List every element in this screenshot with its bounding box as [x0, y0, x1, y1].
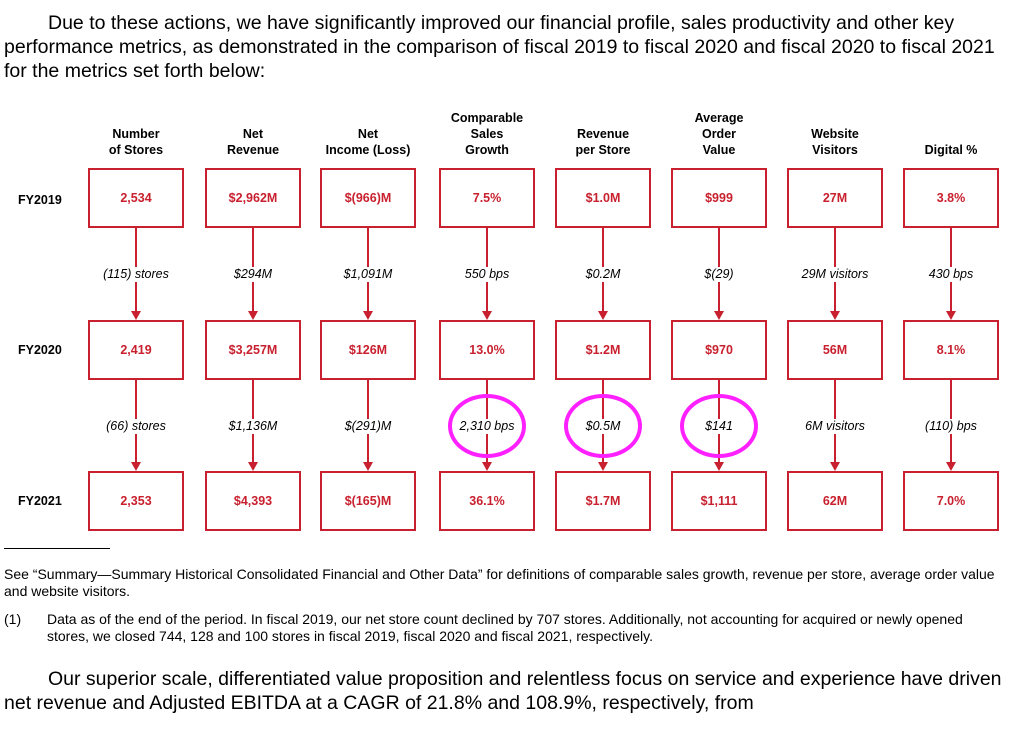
column-header: Website Visitors	[811, 127, 859, 157]
metric-box-fy2020: 13.0%	[439, 320, 535, 380]
metric-box-fy2020: 56M	[787, 320, 883, 380]
column-header: Net Income (Loss)	[325, 127, 411, 157]
change-label: $1,136M	[198, 419, 308, 434]
change-label: 430 bps	[896, 267, 1006, 282]
change-label: $0.2M	[548, 267, 658, 282]
footnote-1	[4, 611, 1005, 645]
metric-box-fy2021: 7.0%	[903, 471, 999, 531]
change-label: $1,091M	[313, 267, 423, 282]
metric-box-fy2020: $970	[671, 320, 767, 380]
row-label-fy2019: FY2019	[18, 193, 62, 207]
column-header: Comparable Sales Growth	[450, 111, 524, 157]
metric-box-fy2019: 7.5%	[439, 168, 535, 228]
metric-box-fy2020: $1.2M	[555, 320, 651, 380]
highlight-circle	[680, 394, 758, 458]
arrow-down-icon	[598, 311, 608, 320]
intro-paragraph-text: Due to these actions, we have significantly improved our financial profile, sales productivity and other key performance metrics, as demonstrated in the comparison of fiscal 2019 to fiscal 2020 and fiscal 2020 to fiscal 2021 for the metrics set forth below:	[4, 12, 995, 82]
highlight-circle	[564, 394, 642, 458]
metric-box-fy2020: $126M	[320, 320, 416, 380]
arrow-down-icon	[598, 462, 608, 471]
arrow-down-icon	[248, 462, 258, 471]
metric-box-fy2021: 62M	[787, 471, 883, 531]
arrow-down-icon	[131, 462, 141, 471]
change-label: (115) stores	[81, 267, 191, 282]
change-label: (110) bps	[896, 419, 1006, 434]
change-label: 550 bps	[432, 267, 542, 282]
metric-box-fy2019: $2,962M	[205, 168, 301, 228]
metric-box-fy2021: $1.7M	[555, 471, 651, 531]
metric-box-fy2019: $1.0M	[555, 168, 651, 228]
footnote-1-number: (1)	[4, 611, 22, 627]
metric-box-fy2021: 36.1%	[439, 471, 535, 531]
arrow-down-icon	[946, 311, 956, 320]
change-label: $0.5M	[548, 419, 658, 434]
arrow-down-icon	[482, 311, 492, 320]
metric-box-fy2021: 2,353	[88, 471, 184, 531]
metric-box-fy2019: $(966)M	[320, 168, 416, 228]
arrow-down-icon	[946, 462, 956, 471]
arrow-down-icon	[363, 311, 373, 320]
column-header: Digital %	[924, 143, 978, 157]
arrow-down-icon	[830, 311, 840, 320]
closing-paragraph-text: Our superior scale, differentiated value proposition and relentless focus on service and experience have driven net revenue and Adjusted EBITDA at a CAGR of 21.8% and 108.9%, respectively, from	[4, 668, 1002, 714]
closing-paragraph	[4, 667, 1019, 715]
metric-box-fy2021: $1,111	[671, 471, 767, 531]
arrow-down-icon	[248, 311, 258, 320]
change-label: $141	[664, 419, 774, 434]
metric-box-fy2020: 8.1%	[903, 320, 999, 380]
metric-box-fy2019: $999	[671, 168, 767, 228]
footnote-see-summary: See “Summary—Summary Historical Consolidated Financial and Other Data” for definitions of comparable sales growth, revenue per store, average order value and website visitors.	[4, 566, 995, 599]
change-label: (66) stores	[81, 419, 191, 434]
metric-box-fy2019: 3.8%	[903, 168, 999, 228]
metric-box-fy2020: $3,257M	[205, 320, 301, 380]
change-label: 6M visitors	[780, 419, 890, 434]
change-label: $294M	[198, 267, 308, 282]
metric-box-fy2019: 27M	[787, 168, 883, 228]
column-header: Number of Stores	[108, 127, 164, 157]
row-label-fy2020: FY2020	[18, 343, 62, 357]
metric-box-fy2021: $4,393	[205, 471, 301, 531]
arrow-down-icon	[830, 462, 840, 471]
change-label: 2,310 bps	[432, 419, 542, 434]
metric-box-fy2019: 2,534	[88, 168, 184, 228]
change-label: $(291)M	[313, 419, 423, 434]
footnote-separator	[4, 548, 110, 549]
arrow-down-icon	[363, 462, 373, 471]
intro-paragraph	[4, 11, 1019, 83]
column-header: Net Revenue	[226, 127, 280, 157]
arrow-down-icon	[482, 462, 492, 471]
change-label: $(29)	[664, 267, 774, 282]
arrow-down-icon	[714, 462, 724, 471]
row-label-fy2021: FY2021	[18, 494, 62, 508]
arrow-down-icon	[714, 311, 724, 320]
change-label: 29M visitors	[780, 267, 890, 282]
column-header: Revenue per Store	[575, 127, 631, 157]
column-header: Average Order Value	[694, 111, 744, 157]
arrow-down-icon	[131, 311, 141, 320]
metric-box-fy2020: 2,419	[88, 320, 184, 380]
highlight-circle	[448, 394, 526, 458]
footnote-1-text: Data as of the end of the period. In fiscal 2019, our net store count declined by 707 stores. Additionally, not accounting for acquired or newly opened stores, we closed 744, 128 and 100 stores in fiscal 2019, fiscal 2020 and fiscal 2021, respectively.	[47, 611, 963, 644]
metric-box-fy2021: $(165)M	[320, 471, 416, 531]
